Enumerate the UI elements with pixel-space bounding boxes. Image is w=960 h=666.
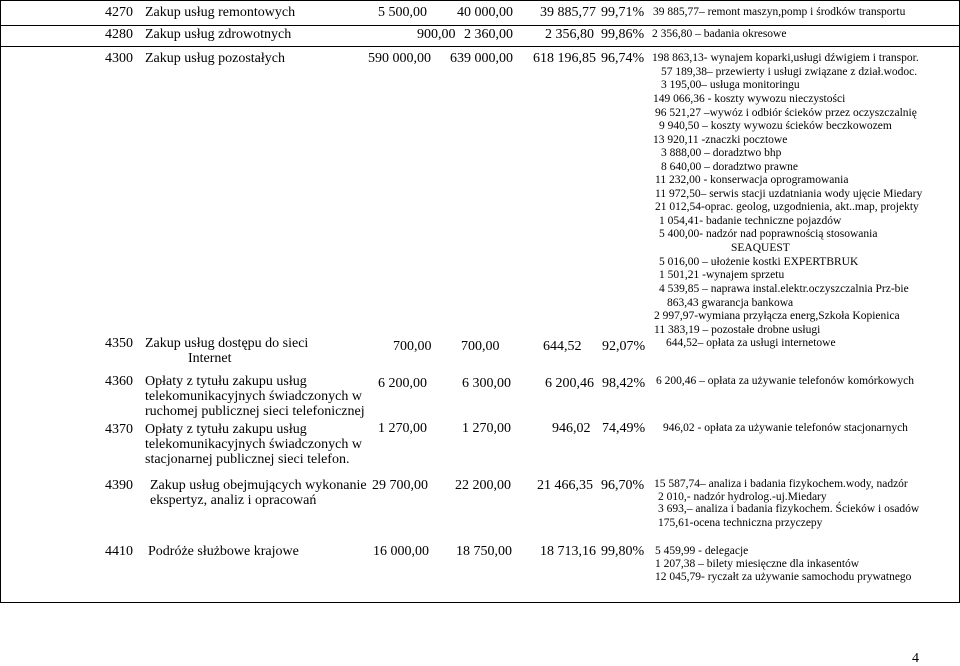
row-percent: 99,86%	[601, 27, 645, 42]
row-note: 2 356,80 – badania okresowe	[652, 28, 787, 40]
row-name: stacjonarnej publicznej sieci telefon.	[145, 452, 350, 467]
row-note: 3 693,– analiza i badania fizykochem. Ścieków i osadów	[658, 503, 920, 515]
row-note: 1 501,21 -wynajem sprzetu	[659, 269, 785, 281]
row-border	[0, 25, 960, 26]
row-note: 11 972,50– serwis stacji uzdatniania wody ujęcie Miedary	[655, 188, 923, 200]
row-name: Opłaty z tytułu zakupu usług	[145, 422, 307, 437]
row-name: Opłaty z tytułu zakupu usług	[145, 374, 307, 389]
row-code: 4360	[105, 374, 133, 389]
row-name: Zakup usług zdrowotnych	[145, 27, 292, 42]
row-note: 946,02 - opłata za używanie telefonów stacjonarnych	[663, 422, 908, 434]
row-executed: 39 885,77	[540, 5, 596, 20]
row-code: 4370	[105, 422, 133, 437]
row-name: Podróże służbowe krajowe	[148, 544, 299, 559]
row-plan: 900,00	[417, 27, 456, 42]
row-percent: 99,71%	[601, 5, 645, 20]
row-plan: 700,00	[393, 339, 432, 354]
row-name: telekomunikacyjnych świadczonych w	[145, 437, 362, 452]
row-note: 644,52– opłata za usługi internetowe	[666, 337, 836, 349]
row-note: 9 940,50 – koszty wywozu ścieków beczkowozem	[659, 120, 892, 132]
row-percent: 74,49%	[602, 421, 646, 436]
row-note: 198 863,13- wynajem koparki,usługi dźwigiem i transpor.	[652, 52, 919, 64]
row-name: Zakup usług pozostałych	[145, 51, 285, 66]
row-border	[0, 46, 960, 47]
row-after-change: 22 200,00	[455, 478, 511, 493]
row-note: 12 045,79- ryczałt za używanie samochodu prywatnego	[655, 571, 912, 583]
row-plan: 6 200,00	[378, 376, 427, 391]
row-note: 13 920,11 -znaczki pocztowe	[653, 134, 788, 146]
row-code: 4300	[105, 51, 133, 66]
row-after-change: 40 000,00	[457, 5, 513, 20]
row-after-change: 6 300,00	[462, 376, 511, 391]
row-note: 39 885,77– remont maszyn,pomp i środków transportu	[653, 6, 906, 18]
row-note: 5 459,99 - delegacje	[655, 545, 749, 557]
row-note: 4 539,85 – naprawa instal.elektr.oczyszczalnia Prz-bie	[659, 283, 909, 295]
row-note: 11 232,00 - konserwacja oprogramowania	[655, 174, 849, 186]
row-executed: 618 196,85	[533, 51, 596, 66]
row-note: 6 200,46 – opłata za używanie telefonów komórkowych	[656, 375, 915, 387]
row-executed: 2 356,80	[545, 27, 594, 42]
row-after-change: 639 000,00	[450, 51, 513, 66]
row-note: 3 195,00– usługa monitoringu	[661, 79, 800, 91]
page-number: 4	[912, 651, 919, 666]
row-after-change: 1 270,00	[462, 421, 511, 436]
row-note: 21 012,54-oprac. geolog, uzgodnienia, akt..map, projekty	[655, 201, 919, 213]
row-note: 2 010,- nadzór hydrolog.-uj.Miedary	[658, 491, 827, 503]
row-code: 4280	[105, 27, 133, 42]
row-plan: 5 500,00	[378, 5, 427, 20]
row-executed: 644,52	[543, 339, 582, 354]
row-note: 175,61-ocena techniczna przyczepy	[658, 517, 823, 529]
row-code: 4410	[105, 544, 133, 559]
row-note: 863,43 gwarancja bankowa	[667, 297, 794, 309]
row-percent: 96,70%	[601, 478, 645, 493]
row-name: ekspertyz, analiz i opracowań	[150, 493, 317, 508]
row-name: Zakup usług dostępu do sieci	[145, 336, 309, 351]
row-percent: 96,74%	[601, 51, 645, 66]
row-executed: 18 713,16	[540, 544, 596, 559]
row-after-change: 700,00	[461, 339, 500, 354]
row-name: Internet	[188, 351, 232, 366]
row-note: 1 207,38 – bilety miesięczne dla inkasentów	[655, 558, 860, 570]
row-name: ruchomej publicznej sieci telefonicznej	[145, 404, 365, 419]
row-note: SEAQUEST	[731, 242, 790, 254]
row-code: 4390	[105, 478, 133, 493]
row-after-change: 2 360,00	[464, 27, 513, 42]
row-plan: 16 000,00	[373, 544, 429, 559]
row-note: 149 066,36 - koszty wywozu nieczystości	[653, 93, 846, 105]
row-note: 11 383,19 – pozostałe drobne usługi	[654, 324, 821, 336]
row-border	[0, 0, 960, 1]
row-note: 1 054,41- badanie techniczne pojazdów	[659, 215, 842, 227]
row-percent: 98,42%	[602, 376, 646, 391]
row-note: 3 888,00 – doradztwo bhp	[661, 147, 782, 159]
row-note: 15 587,74– analiza i badania fizykochem.wody, nadzór	[654, 478, 908, 490]
row-name: Zakup usług obejmujących wykonanie	[150, 478, 367, 493]
row-executed: 21 466,35	[537, 478, 593, 493]
row-plan: 29 700,00	[372, 478, 428, 493]
row-executed: 6 200,46	[545, 376, 594, 391]
row-note: 96 521,27 –wywóz i odbiór ścieków przez oczyszczalnię	[655, 107, 917, 119]
row-name: Zakup usług remontowych	[145, 5, 296, 20]
row-percent: 99,80%	[601, 544, 645, 559]
row-code: 4270	[105, 5, 133, 20]
row-note: 8 640,00 – doradztwo prawne	[661, 161, 799, 173]
row-note: 57 189,38– przewierty i usługi związane z dział.wodoc.	[661, 66, 918, 78]
row-note: 5 016,00 – ułożenie kostki EXPERTBRUK	[659, 256, 859, 268]
row-executed: 946,02	[552, 421, 591, 436]
row-plan: 1 270,00	[378, 421, 427, 436]
row-name: telekomunikacyjnych świadczonych w	[145, 389, 362, 404]
row-plan: 590 000,00	[368, 51, 431, 66]
row-border	[0, 602, 960, 603]
row-code: 4350	[105, 336, 133, 351]
row-note: 2 997,97-wymiana przyłącza energ,Szkoła Kopienica	[654, 310, 900, 322]
row-percent: 92,07%	[602, 339, 646, 354]
row-after-change: 18 750,00	[456, 544, 512, 559]
row-note: 5 400,00- nadzór nad poprawnością stosowania	[659, 228, 878, 240]
column-border	[0, 0, 1, 603]
